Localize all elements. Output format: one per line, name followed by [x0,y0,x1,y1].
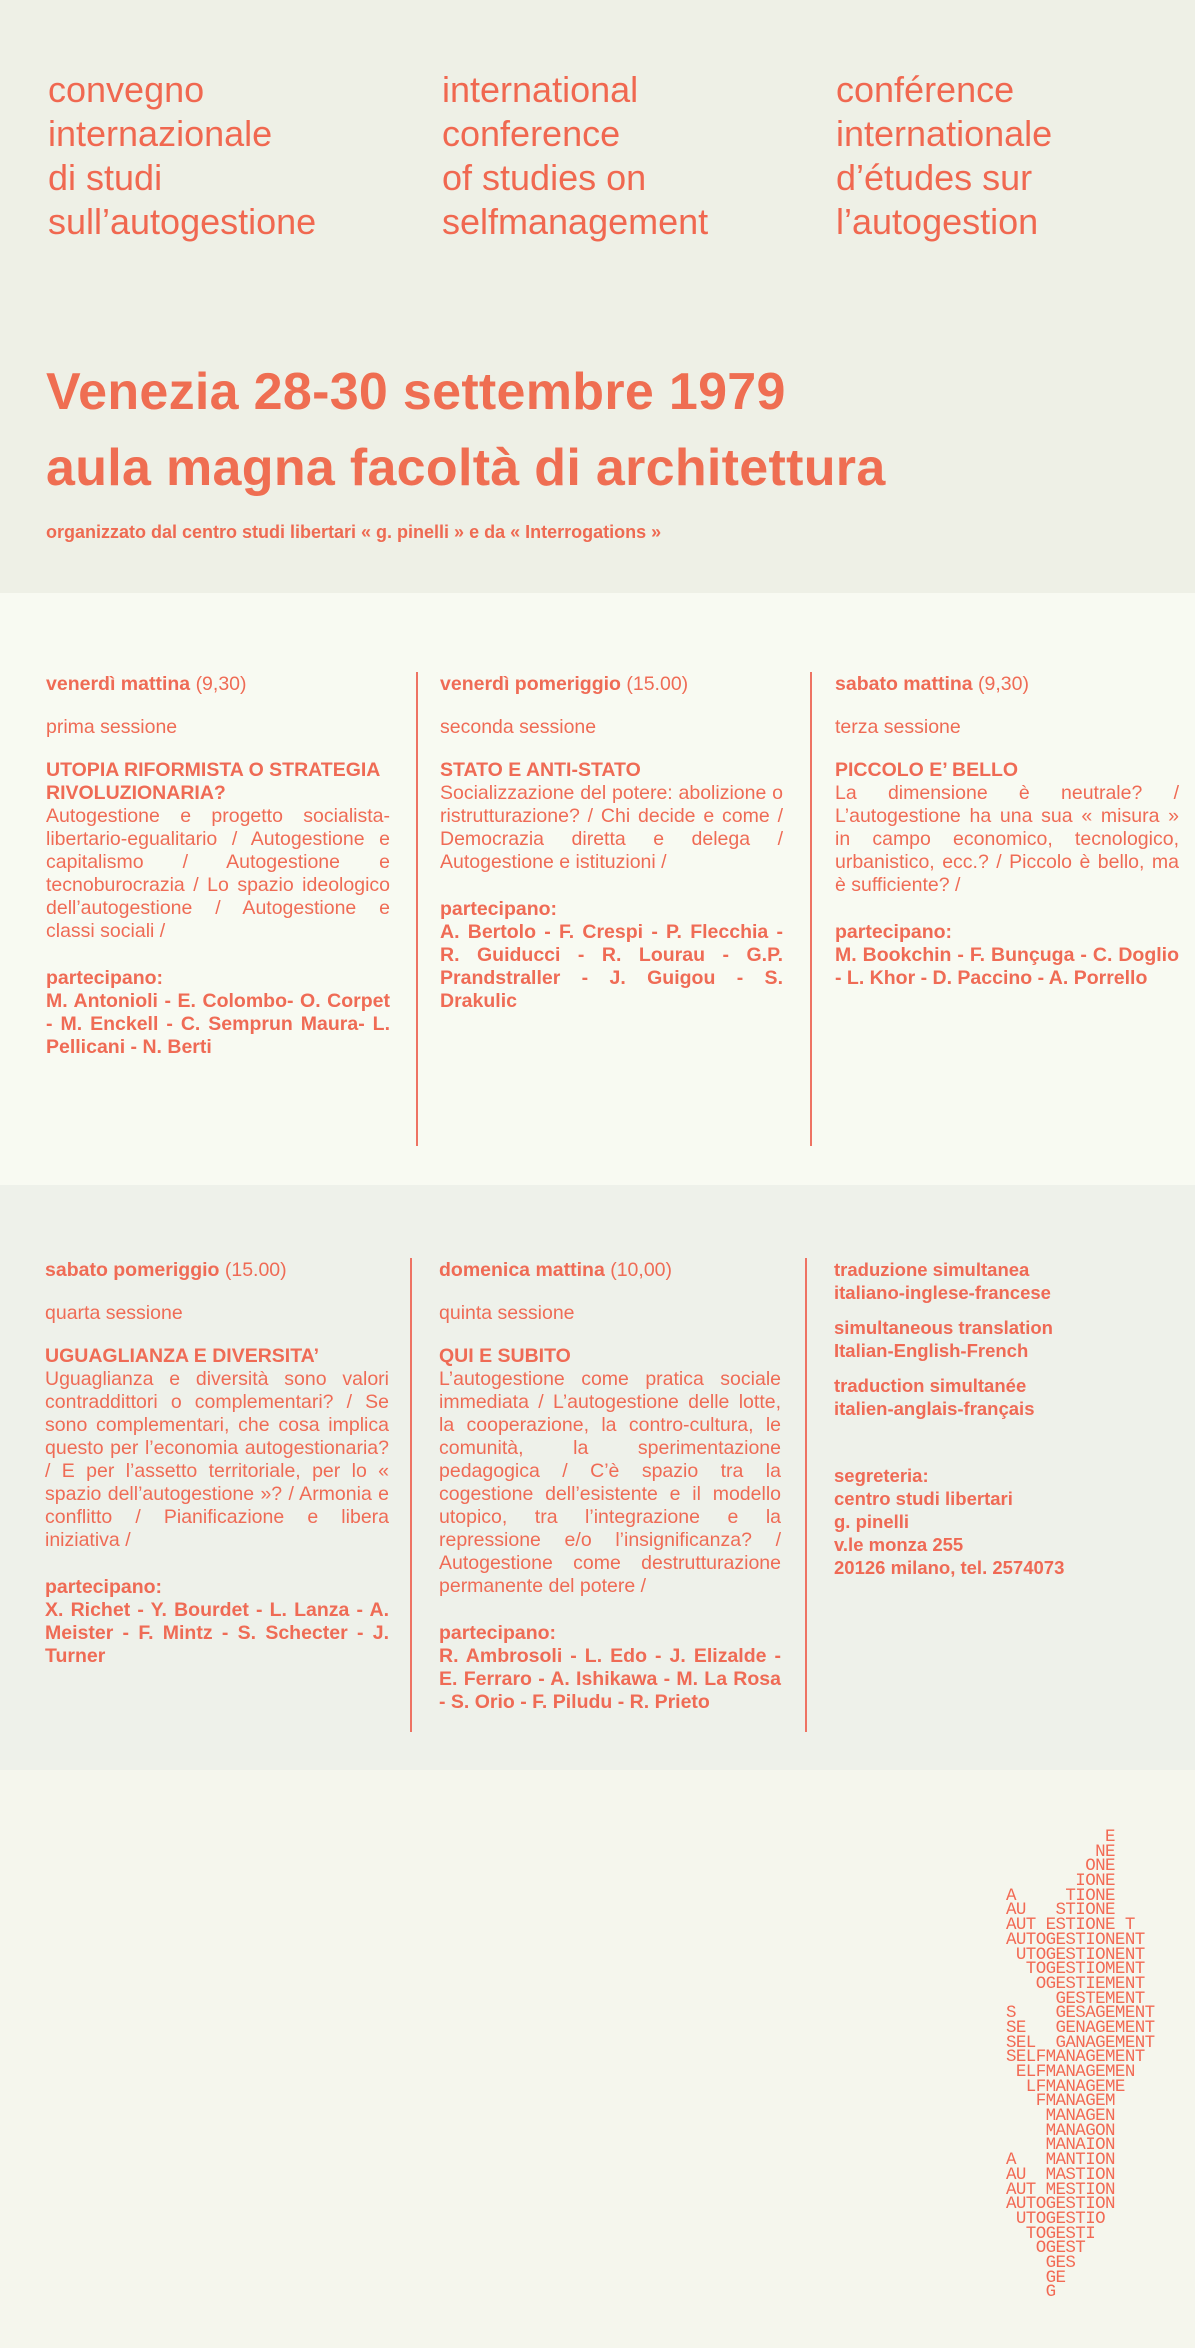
logo-line: AUT ESTIONE T [1006,1915,1135,1936]
title-line: convegno [48,69,205,110]
title-line: internationale [836,113,1053,154]
participants-list: R. Ambrosoli - L. Edo - J. Elizalde - E. Ferraro - A. Ishikawa - M. La Rosa - S. Orio - F. Piludu - R. Prieto [439,1645,781,1713]
logo-line: TOGESTIOMENT [1006,1959,1145,1980]
translation-french [834,1374,1164,1420]
info-line: traduzione simultanea [834,1259,1030,1280]
logo-line: G [1006,2282,1056,2303]
session-title: STATO E ANTI-STATO [440,759,641,781]
session-title: UTOPIA RIFORMISTA O STRATEGIA RIVOLUZIONARIA? [46,759,380,804]
column-divider [410,1258,412,1732]
translation-english [834,1316,1164,1362]
session-name: terza sessione [835,716,961,738]
secretariat-line: 20126 milano, tel. 2574073 [834,1557,1065,1578]
title-line: d’études sur [836,157,1033,198]
session-heading [440,673,783,696]
info-line: italiano-inglese-francese [834,1282,1051,1303]
title-line: conférence [836,69,1015,110]
info-line: traduction simultanée [834,1375,1027,1396]
logo-line: AUTOGESTION [1006,2194,1115,2215]
session-heading [46,673,390,696]
session-5 [439,1259,781,1714]
logo-line: E [1006,1827,1115,1847]
secretariat-line: centro studi libertari [834,1488,1013,1509]
participants-label: partecipano: [45,1576,163,1598]
secretariat [834,1464,1164,1579]
logo-line: GESTEMENT [1006,1988,1145,2009]
column-divider [416,672,418,1146]
participants-list: M. Antonioli - E. Colombo- O. Corpet - M. Enckell - C. Semprun Maura- L. Pellicani - N. Berti [46,990,390,1058]
info-line: italien-anglais-français [834,1398,1035,1419]
logo-line: MANAGEN [1006,2106,1115,2127]
session-heading [45,1259,389,1282]
organizer-line: organizzato dal centro studi libertari « g. pinelli » e da « Interrogations » [46,522,662,542]
participants-list: X. Richet - Y. Bourdet - L. Lanza - A. Meister - F. Mintz - S. Schecter - J. Turner [45,1599,389,1667]
logo-line: A TIONE [1006,1885,1115,1906]
session-name: prima sessione [46,716,178,738]
session-day: venerdì mattina [46,673,191,695]
secretariat-line: v.le monza 255 [834,1534,964,1555]
session-description: L’autogestione come pratica sociale immediata / L’autogestione delle lotte, la cooperazione, la contro-cultura, le comunità, la sperimentazione pedagogica / C’è spazio tra la cogestione dell’esistente e il modello utopico, tra l’integrazione e la repressione e/o l’insignificanza? / Autogestione come destrutturazione permanente del potere / [439,1368,781,1597]
info-column [834,1258,1164,1579]
logo-line: AUT MESTION [1006,2179,1115,2200]
session-day: venerdì pomeriggio [440,673,621,695]
session-heading [835,673,1179,696]
session-description: Uguaglianza e diversità sono valori contraddittori o complementari? / Se sono complementari, che cosa implica questo per l’economia autogestionaria? / E per l’assetto territoriale, per lo « spazio dell’autogestione »? / Armonia e conflitto / Pianificazione e libera iniziativa / [45,1368,389,1551]
logo-line: SE GENAGEMENT [1006,2017,1155,2038]
secretariat-label: segreteria: [834,1465,929,1486]
session-heading [439,1259,781,1282]
logo-line: OGESTIEMENT [1006,1973,1145,1994]
logo-line: MANAION [1006,2135,1115,2156]
session-name: quarta sessione [45,1302,183,1324]
session-4 [45,1259,389,1668]
venue-date: Venezia 28-30 settembre 1979 [46,363,786,421]
participants-label: partecipano: [439,1622,557,1644]
session-day: sabato mattina [835,673,973,695]
logo-line: SELFMANAGEMENT [1006,2047,1145,2068]
participants-label: partecipano: [46,967,164,989]
logo-line: AU STIONE [1006,1900,1115,1921]
secretariat-line: g. pinelli [834,1511,910,1532]
venue-location: aula magna facoltà di architettura [46,439,886,497]
logo-line: FMANAGEM [1006,2091,1115,2112]
logo-line: UTOGESTIONENT [1006,1944,1145,1965]
session-time: (9,30) [195,673,247,695]
info-line: Italian-English-French [834,1340,1029,1361]
title-line: sull’autogestione [48,201,317,242]
logo-line: AU MASTION [1006,2164,1115,2185]
session-time: (10,00) [610,1259,673,1281]
logo-line: GES [1006,2252,1076,2273]
logo-line: OGEST [1006,2238,1086,2259]
logo-line: ELFMANAGEMEN [1006,2062,1135,2082]
logo-line: GE [1006,2267,1066,2288]
info-line: simultaneous translation [834,1317,1053,1338]
title-line: of studies on [442,157,647,198]
session-time: (9,30) [978,673,1029,695]
translation-italian [834,1258,1164,1304]
session-day: sabato pomeriggio [45,1259,220,1281]
session-description: Autogestione e progetto socialista-libertario-egualitario / Autogestione e capitalismo / Autogestione e tecnoburocrazia / Lo spazio ideologico dell’autogestione / Autogestione e classi sociali / [46,805,390,942]
logo-line: NE [1006,1841,1115,1862]
session-name: quinta sessione [439,1302,575,1324]
participants-label: partecipano: [440,898,558,920]
logo-line: ONE [1006,1856,1115,1877]
title-line: l’autogestion [836,201,1039,242]
logo-line: LFMANAGEME [1006,2076,1125,2097]
title-italian [48,68,408,244]
session-name: seconda sessione [440,716,597,738]
logo-line: S GESAGEMENT [1006,2003,1155,2024]
session-title: PICCOLO E’ BELLO [835,759,1019,781]
session-3 [835,673,1179,990]
title-line: selfmanagement [442,201,709,242]
session-title: UGUAGLIANZA E DIVERSITA’ [45,1345,320,1367]
session-title: QUI E SUBITO [439,1345,571,1367]
logo-line: TOGESTI [1006,2223,1096,2244]
title-french [836,68,1195,244]
title-line: di studi [48,157,163,198]
title-line: international [442,69,639,110]
session-time: (15.00) [626,673,689,695]
session-description: La dimensione è neutrale? / L’autogestione ha una sua « misura » in campo economico, tecnologico, urbanistico, ecc.? / Piccolo è bello, ma è sufficiente? / [835,782,1179,896]
session-1 [46,673,390,1059]
title-english [442,68,802,244]
logo-line: MANAGON [1006,2120,1115,2141]
column-divider [805,1258,807,1732]
logo-line: IONE [1006,1871,1115,1892]
participants-list: A. Bertolo - F. Crespi - P. Flecchia - R. Guiducci - R. Lourau - G.P. Prandstraller - J. Guigou - S. Drakulic [440,921,783,1012]
logo-line: A MANTION [1006,2150,1115,2171]
session-time: (15.00) [224,1259,287,1281]
participants-list: M. Bookchin - F. Bunçuga - C. Doglio - L. Khor - D. Paccino - A. Porrello [835,944,1179,989]
typographic-logo [1006,1827,1155,2303]
session-2 [440,673,783,1013]
title-line: conference [442,113,621,154]
logo-line: AUTOGESTIONENT [1006,1929,1145,1950]
logo-line: SEL GANAGEMENT [1006,2032,1155,2053]
participants-label: partecipano: [835,921,953,943]
session-day: domenica mattina [439,1259,605,1281]
session-description: Socializzazione del potere: abolizione o ristrutturazione? / Chi decide e come / Democrazia diretta e delega / Autogestione e istituzioni / [440,782,783,873]
logo-line: UTOGESTIO [1006,2208,1106,2229]
title-line: internazionale [48,113,273,154]
column-divider [810,672,812,1146]
